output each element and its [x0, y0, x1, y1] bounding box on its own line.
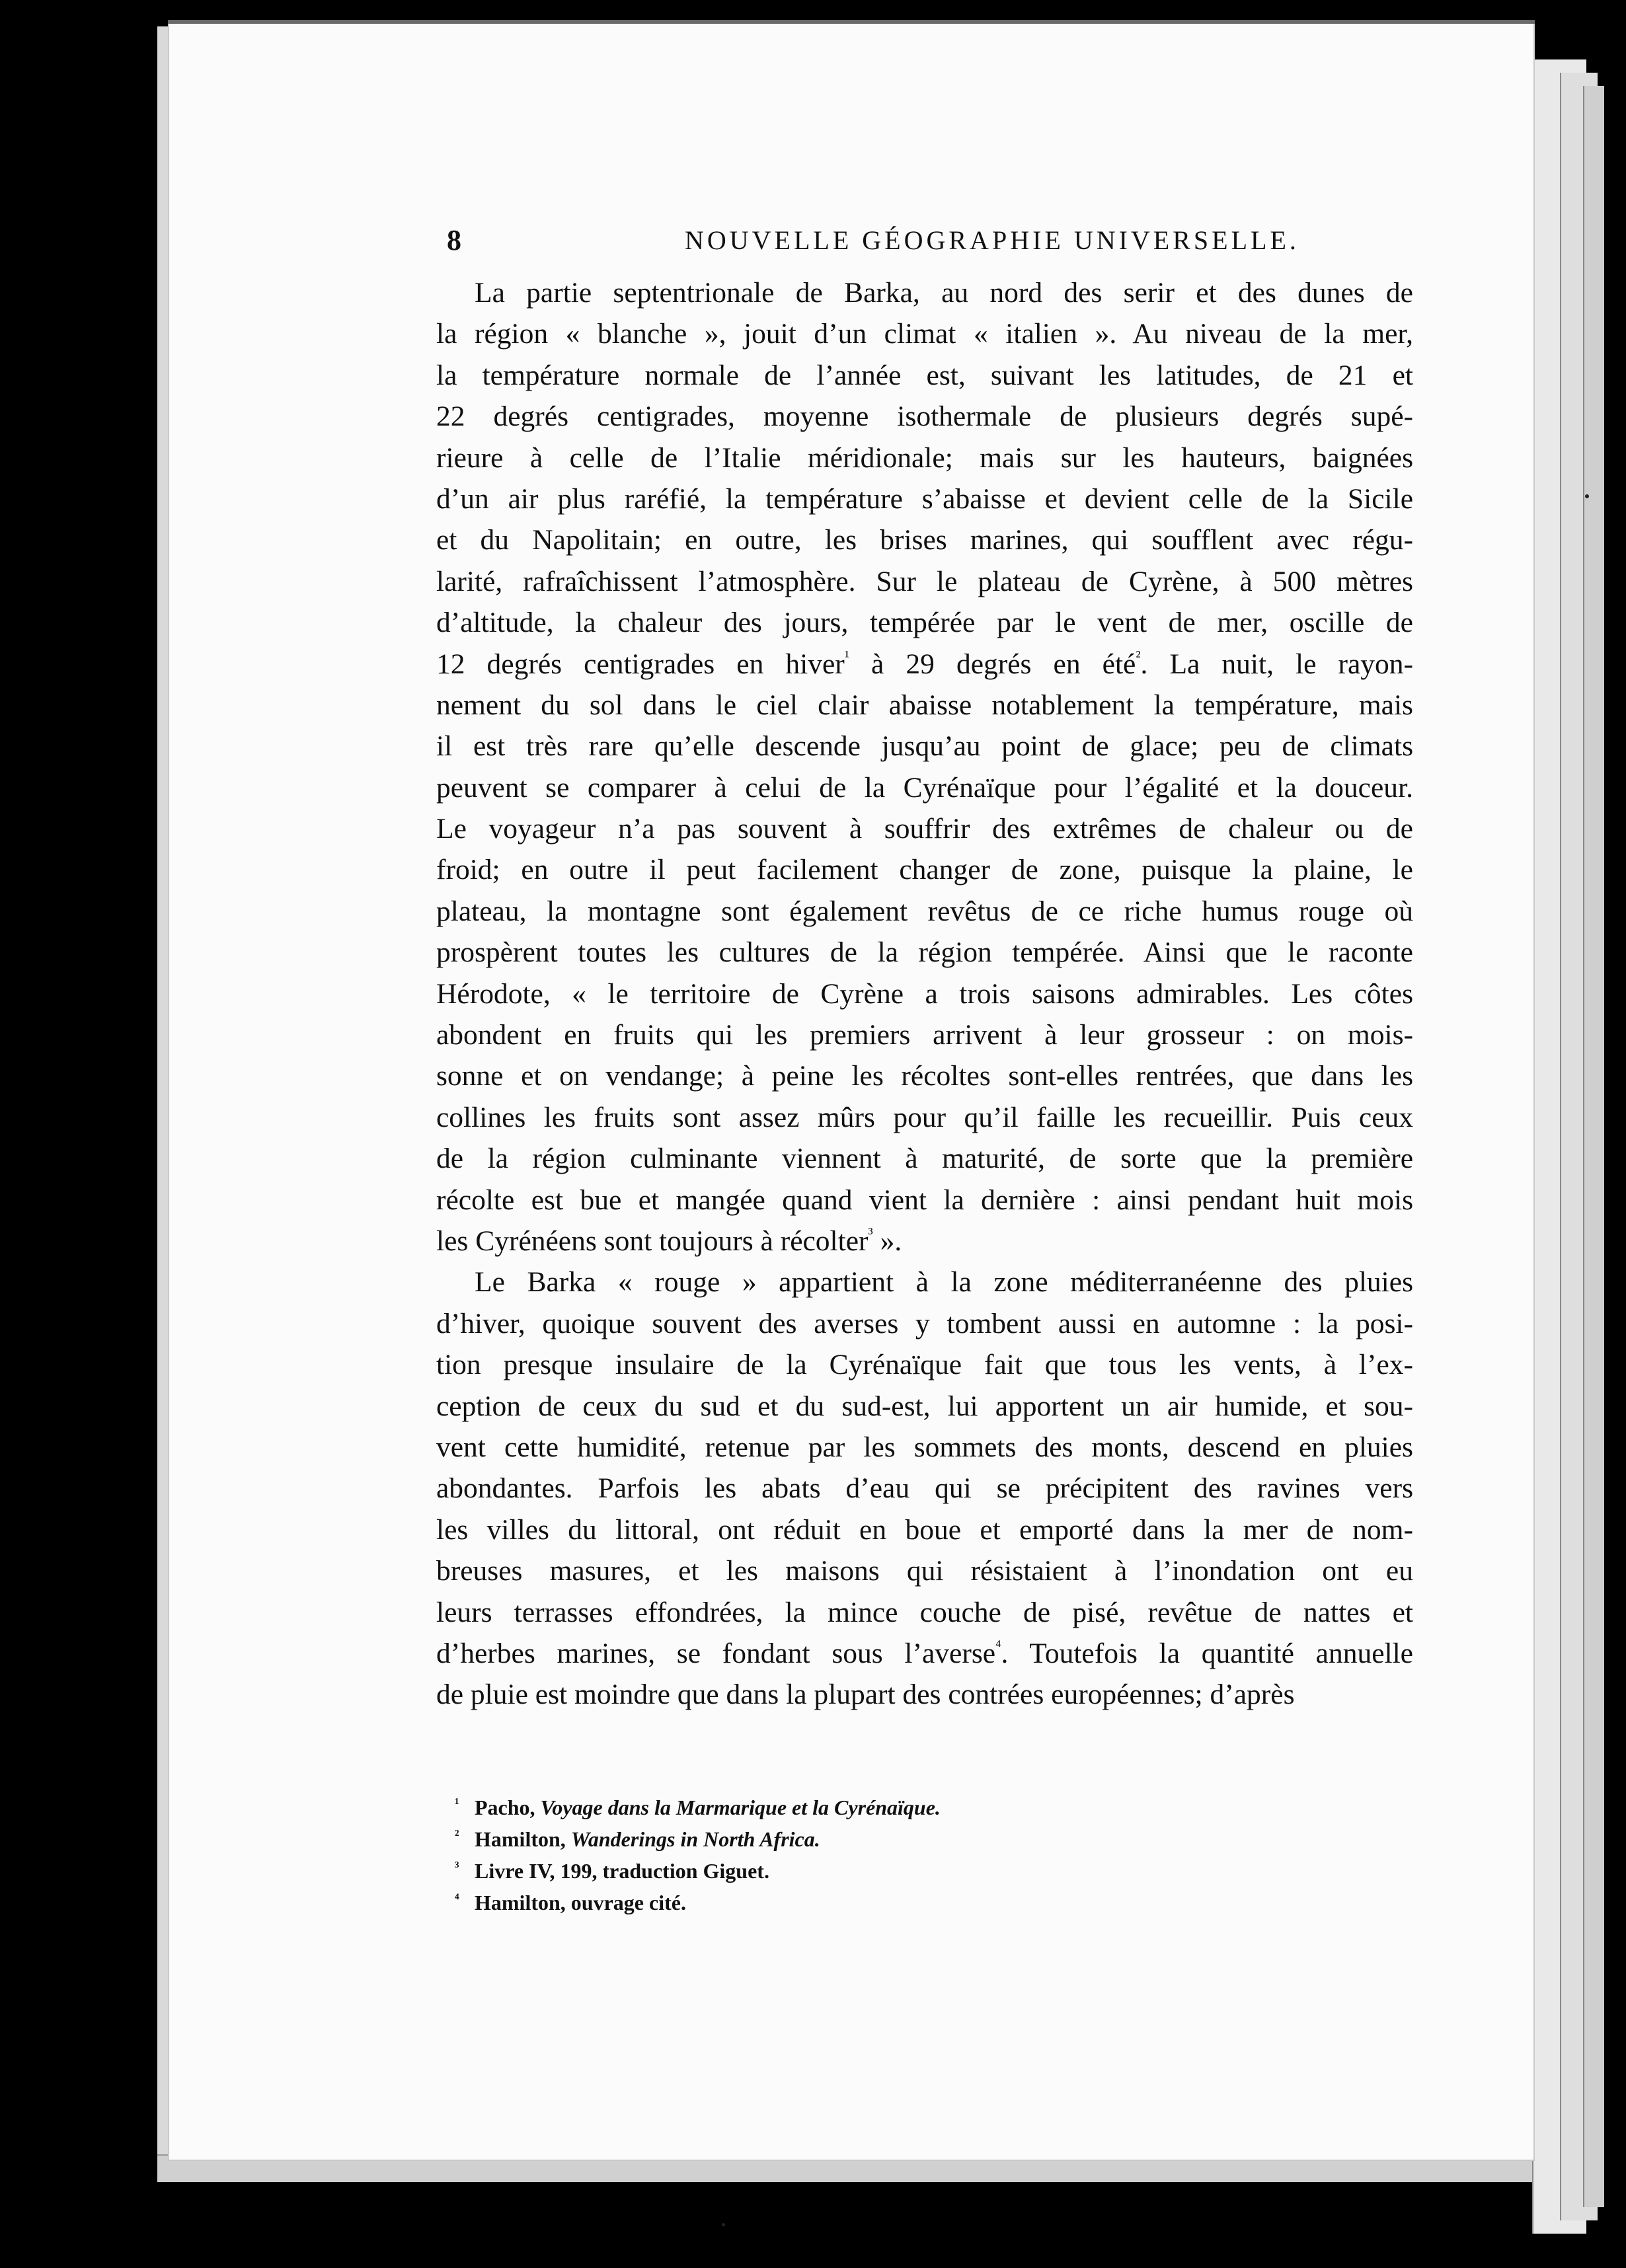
footnote-mark: ² — [455, 1827, 459, 1843]
scan-speck — [1585, 494, 1589, 498]
footnote — [455, 1885, 1314, 1916]
footnote — [455, 1790, 1314, 1821]
footnote-mark: ⁴ — [455, 1890, 459, 1907]
running-head: NOUVELLE GÉOGRAPHIE UNIVERSELLE. — [685, 225, 1299, 255]
text-line: nement du sol dans le ciel clair abaisse notablement la température, mais — [436, 689, 1413, 721]
text-line: et du Napolitain; en outre, les brises marines, qui soufflent avec régu- — [436, 524, 1413, 556]
text-line: il est très rare qu’elle descende jusqu’au point de glace; peu de climats — [436, 730, 1413, 763]
text-line: larité, rafraîchissent l’atmosphère. Sur le plateau de Cyrène, à 500 mètres — [436, 565, 1413, 597]
text-line: de pluie est moindre que dans la plupart des contrées européennes; d’après — [436, 1679, 1295, 1711]
text-line: sonne et on vendange; à peine les récoltes sont-elles rentrées, que dans les — [436, 1060, 1413, 1092]
text-line: rieure à celle de l’Italie méridionale; mais sur les hauteurs, baignées — [436, 441, 1413, 474]
text-line: Hérodote, « le territoire de Cyrène a trois saisons admirables. Les côtes — [436, 977, 1413, 1010]
text-line: Le Barka « rouge » appartient à la zone méditerranéenne des pluies — [475, 1266, 1413, 1299]
text-line: d’hiver, quoique souvent des averses y tombent aussi en automne : la posi- — [436, 1307, 1413, 1340]
text-line: froid; en outre il peut facilement changer de zone, puisque la plaine, le — [436, 854, 1413, 886]
body-text — [436, 272, 1413, 1716]
footnote-mark: ³ — [455, 1858, 459, 1875]
text-line: les Cyrénéens sont toujours à récolter$^{^3}$ ». — [436, 1225, 902, 1257]
page-header — [447, 223, 1412, 258]
text-line: ception de ceux du sud et du sud-est, lui apportent un air humide, et sou- — [436, 1390, 1413, 1422]
footnote-mark: ¹ — [455, 1795, 459, 1811]
text-line: la température normale de l’année est, suivant les latitudes, de 21 et — [436, 359, 1413, 391]
text-line: 22 degrés centigrades, moyenne isothermale de plusieurs degrés supé- — [436, 400, 1413, 433]
footnotes — [455, 1790, 1314, 1916]
text-line: La partie septentrionale de Barka, au nord des serir et des dunes de — [475, 277, 1413, 309]
footnote-title: Wanderings in North Africa. — [570, 1827, 820, 1851]
footnote — [455, 1821, 1314, 1853]
text-line: leurs terrasses effondrées, la mince couche de pisé, revêtue de nattes et — [436, 1596, 1413, 1628]
paragraph — [436, 1262, 1413, 1715]
text-line: vent cette humidité, retenue par les sommets des monts, descend en pluies — [436, 1431, 1413, 1463]
page-top-edge — [168, 20, 1535, 24]
page-number: 8 — [447, 224, 461, 256]
paragraph — [436, 272, 1413, 1262]
text-line: tion presque insulaire de la Cyrénaïque fait que tous les vents, à l’ex- — [436, 1349, 1413, 1381]
text-line: abondent en fruits qui les premiers arrivent à leur grosseur : on mois- — [436, 1019, 1413, 1051]
text-line: de la région culminante viennent à maturité, de sorte que la première — [436, 1143, 1413, 1175]
text-line: d’altitude, la chaleur des jours, tempérée par le vent de mer, oscille de — [436, 607, 1413, 639]
text-line: les villes du littoral, ont réduit en boue et emporté dans la mer de nom- — [436, 1513, 1413, 1546]
footnote-author: Pacho, — [475, 1796, 535, 1819]
text-line: la région « blanche », jouit d’un climat « italien ». Au niveau de la mer, — [436, 318, 1413, 350]
text-line: peuvent se comparer à celui de la Cyrénaïque pour l’égalité et la douceur. — [436, 771, 1413, 804]
text-line: 12 degrés centigrades en hiver$^{^1}$ à 29 degrés en été$^{^2}$. La nuit, le rayon- — [436, 648, 1413, 680]
page-edge — [1583, 86, 1604, 2207]
footnote — [455, 1853, 1314, 1885]
text-line: récolte est bue et mangée quand vient la dernière : ainsi pendant huit mois — [436, 1184, 1413, 1216]
text-line: prospèrent toutes les cultures de la région tempérée. Ainsi que le raconte — [436, 936, 1413, 969]
text-line: abondantes. Parfois les abats d’eau qui se précipitent des ravines vers — [436, 1472, 1413, 1505]
text-line: d’herbes marines, se fondant sous l’averse$^{^4}$. Toutefois la quantité annuelle — [436, 1637, 1413, 1669]
text-line: d’un air plus raréfié, la température s’abaisse et devient celle de la Sicile — [436, 482, 1413, 515]
footnote-author: Hamilton, ouvrage cité. — [475, 1891, 686, 1914]
footnote-author: Hamilton, — [475, 1827, 566, 1851]
text-line: collines les fruits sont assez mûrs pour qu’il faille les recueillir. Puis ceux — [436, 1101, 1413, 1133]
footnote-title: Voyage dans la Marmarique et la Cyrénaïque. — [540, 1796, 941, 1819]
text-line: plateau, la montagne sont également revêtus de ce riche humus rouge où — [436, 895, 1413, 927]
footnote-author: Livre IV, 199, traduction Giguet. — [475, 1859, 769, 1883]
text-line: Le voyageur n’a pas souvent à souffrir des extrêmes de chaleur ou de — [436, 813, 1413, 845]
text-line: breuses masures, et les maisons qui résistaient à l’inondation ont eu — [436, 1555, 1413, 1587]
scan-speck — [722, 2223, 725, 2226]
